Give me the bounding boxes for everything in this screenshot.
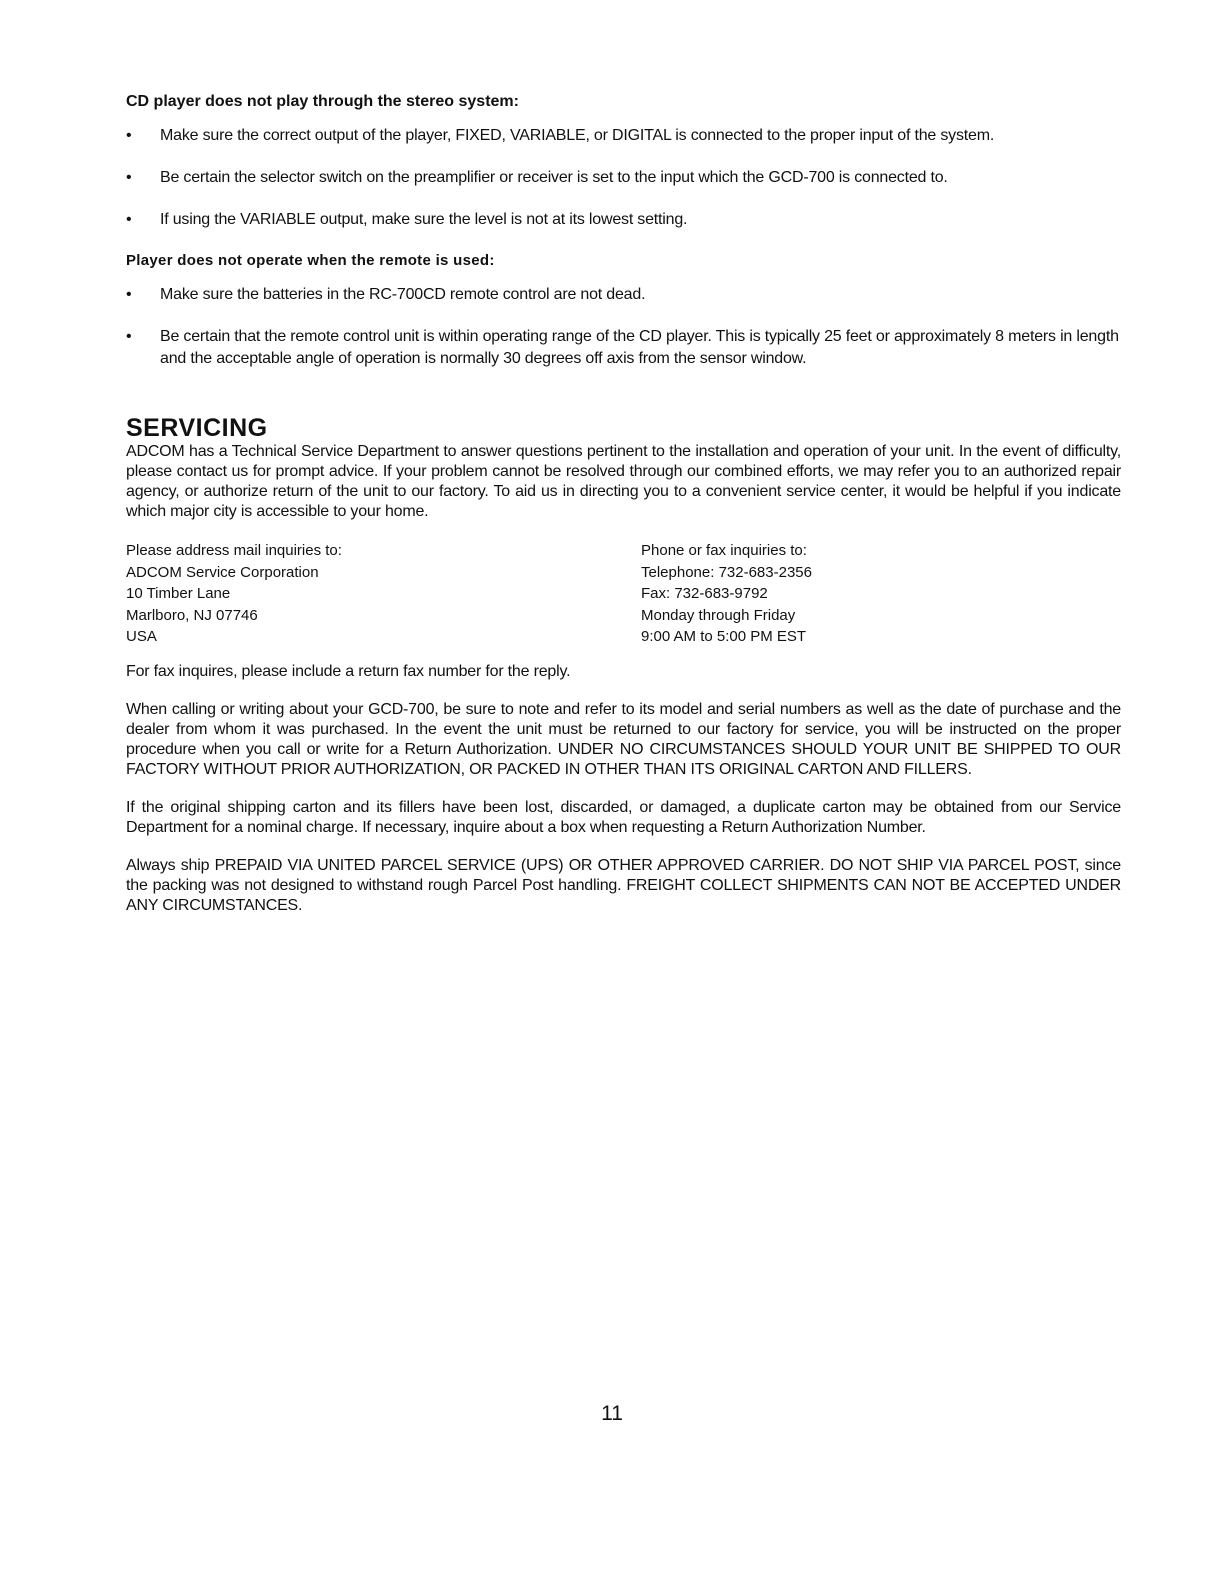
service-days: Monday through Friday	[641, 606, 796, 624]
mail-city: Marlboro, NJ 07746	[126, 606, 258, 624]
bullet-icon: •	[126, 328, 132, 345]
section-heading-stereo: CD player does not play through the stereo system:	[126, 93, 519, 110]
list-item	[126, 167, 1121, 189]
page-content	[126, 92, 1121, 934]
list-item-text: Be certain that the remote control unit is within operating range of the CD player. This is typically 25 feet or approximately 8 meters in length and the acceptable angle of operation is normally 30 degrees off axis from the sensor window.	[160, 328, 1119, 367]
contact-block	[126, 540, 1121, 648]
phone-fax-info	[641, 540, 1041, 648]
mail-label: Please address mail inquiries to:	[126, 542, 342, 559]
calling-paragraph: When calling or writing about your GCD-700, be sure to note and refer to its model and serial numbers as well as the date of purchase and the dealer from whom it was purchased. In the event the unit must be returned to our factory for service, you will be instructed on the proper procedure when you call or write for a Return Authorization. UNDER NO CIRCUMSTANCES SHOULD YOUR UNIT BE SHIPPED TO OUR FACTORY WITHOUT PRIOR AUTHORIZATION, OR PACKED IN OTHER THAN ITS ORIGINAL CARTON AND FILLERS.	[126, 700, 1121, 778]
page-number: 11	[601, 1402, 623, 1425]
mail-address	[126, 540, 641, 648]
list-item	[126, 284, 1121, 306]
bullet-icon: •	[126, 127, 132, 144]
servicing-title: SERVICING	[126, 414, 268, 442]
bullet-list-stereo	[126, 125, 1121, 231]
mail-company: ADCOM Service Corporation	[126, 563, 319, 581]
fax-note: For fax inquires, please include a return fax number for the reply.	[126, 662, 571, 680]
bullet-list-remote	[126, 284, 1121, 370]
fax-number: Fax: 732-683-9792	[641, 585, 768, 602]
section-heading-remote: Player does not operate when the remote is used:	[126, 252, 495, 269]
list-item-text: If using the VARIABLE output, make sure the level is not at its lowest setting.	[160, 211, 688, 228]
list-item	[126, 326, 1121, 370]
mail-street: 10 Timber Lane	[126, 585, 231, 602]
shipping-paragraph: Always ship PREPAID VIA UNITED PARCEL SERVICE (UPS) OR OTHER APPROVED CARRIER. DO NOT SHIP VIA PARCEL POST, since the packing was not designed to withstand rough Parcel Post handling. FREIGHT COLLECT SHIPMENTS CAN NOT BE ACCEPTED UNDER ANY CIRCUMSTANCES.	[126, 856, 1121, 914]
servicing-intro: ADCOM has a Technical Service Department to answer questions pertinent to the installation and operation of your unit. In the event of difficulty, please contact us for prompt advice. If your problem cannot be resolved through our combined efforts, we may refer you to an authorized repair agency, or authorize return of the unit to our factory. To aid us in directing you to a convenient service center, it would be helpful if you indicate which major city is accessible to your home.	[126, 443, 1121, 520]
phone-label: Phone or fax inquiries to:	[641, 542, 807, 559]
service-hours: 9:00 AM to 5:00 PM EST	[641, 628, 807, 645]
bullet-icon: •	[126, 286, 132, 303]
carton-paragraph: If the original shipping carton and its fillers have been lost, discarded, or damaged, a duplicate carton may be obtained from our Service Department for a nominal charge. If necessary, inquire about a box when requesting a Return Authorization Number.	[126, 798, 1121, 836]
list-item	[126, 209, 1121, 231]
mail-country: USA	[126, 628, 157, 645]
telephone-number: Telephone: 732-683-2356	[641, 563, 812, 581]
list-item-text: Make sure the batteries in the RC-700CD remote control are not dead.	[160, 286, 646, 303]
list-item	[126, 125, 1121, 147]
list-item-text: Make sure the correct output of the player, FIXED, VARIABLE, or DIGITAL is connected to the proper input of the system.	[160, 127, 995, 144]
bullet-icon: •	[126, 211, 132, 228]
list-item-text: Be certain the selector switch on the preamplifier or receiver is set to the input which the GCD-700 is connected to.	[160, 169, 948, 186]
bullet-icon: •	[126, 169, 132, 186]
